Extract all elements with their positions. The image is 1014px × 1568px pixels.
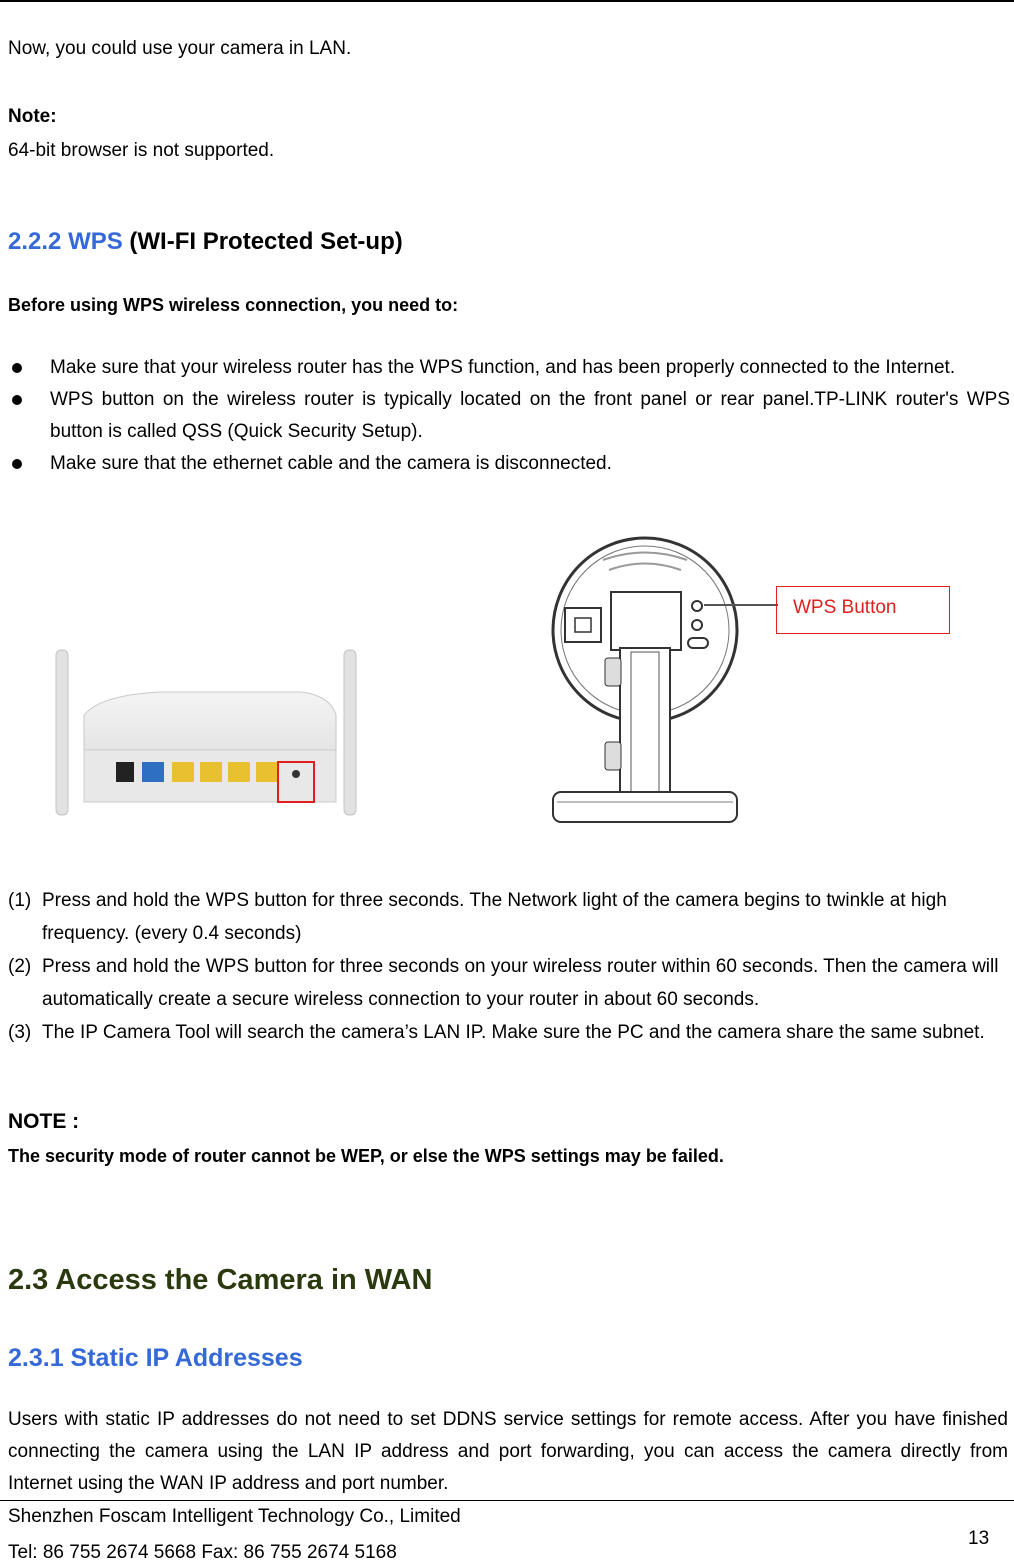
intro-line: Now, you could use your camera in LAN. [8,38,352,59]
wps-lead: Before using WPS wireless connection, you need to: [8,295,459,315]
wps-heading [8,228,403,256]
footer-company: Shenzhen Foscam Intelligent Technology Co., Limited [8,1506,461,1527]
list-item-text: Make sure that the ethernet cable and the camera is disconnected. [50,453,612,474]
list-item [8,1016,1012,1049]
list-item [8,950,1012,1016]
step-number: (1) [8,890,32,911]
callout-line [704,604,778,606]
router-rear-panel-image [40,640,380,830]
wps-button-callout [776,586,950,634]
list-item-text: WPS button on the wireless router is typically located on the front panel or rear panel.TP-LINK router's WPS button is called QSS (Quick Security Setup). [50,389,1010,442]
step-number: (2) [8,956,32,977]
bullet-icon [12,363,22,373]
callout-label: WPS Button [793,597,897,618]
note-text: 64-bit browser is not supported. [8,140,275,161]
top-rule [0,0,1014,2]
wps-heading-rest: (WI-FI Protected Set-up) [129,228,403,255]
bullet-icon [12,459,22,469]
static-ip-heading: 2.3.1 Static IP Addresses [8,1344,303,1372]
footer-contact: Tel: 86 755 2674 5668 Fax: 86 755 2674 5168 [8,1542,397,1563]
list-item [8,352,1010,384]
static-ip-paragraph: Users with static IP addresses do not need to set DDNS service settings for remote access. After you have finished connecting the camera using the LAN IP address and port forwarding, you can access the camera directly from Internet using the WAN IP address and port number. [8,1409,1008,1494]
wan-heading: 2.3 Access the Camera in WAN [8,1264,433,1296]
camera-rear-image [545,530,745,830]
bullet-icon [12,395,22,405]
step-text: Press and hold the WPS button for three seconds on your wireless router within 60 seconds. Then the camera will automatically create a secure wireless connection to your router in about 60 seconds. [42,956,999,1010]
step-number: (3) [8,1022,32,1043]
wps-heading-num: 2.2.2 [8,228,62,255]
list-item [8,448,1010,480]
list-item-text: Make sure that your wireless router has the WPS function, and has been properly connected to the Internet. [50,357,956,378]
wps-steps-list [8,884,1012,1049]
wps-heading-keyword: WPS [68,228,123,255]
step-text: The IP Camera Tool will search the camera’s LAN IP. Make sure the PC and the camera share the same subnet. [42,1022,985,1043]
footer-rule [0,1500,1014,1501]
list-item [8,384,1010,448]
page-number: 13 [968,1528,990,1549]
wps-note-label: NOTE : [8,1110,80,1133]
wps-note-text: The security mode of router cannot be WEP, or else the WPS settings may be failed. [8,1146,724,1166]
note-label: Note: [8,106,57,127]
wps-requirements-list [8,352,1010,480]
step-text: Press and hold the WPS button for three seconds. The Network light of the camera begins to twinkle at high frequency. (every 0.4 seconds) [42,890,947,944]
list-item [8,884,1012,950]
